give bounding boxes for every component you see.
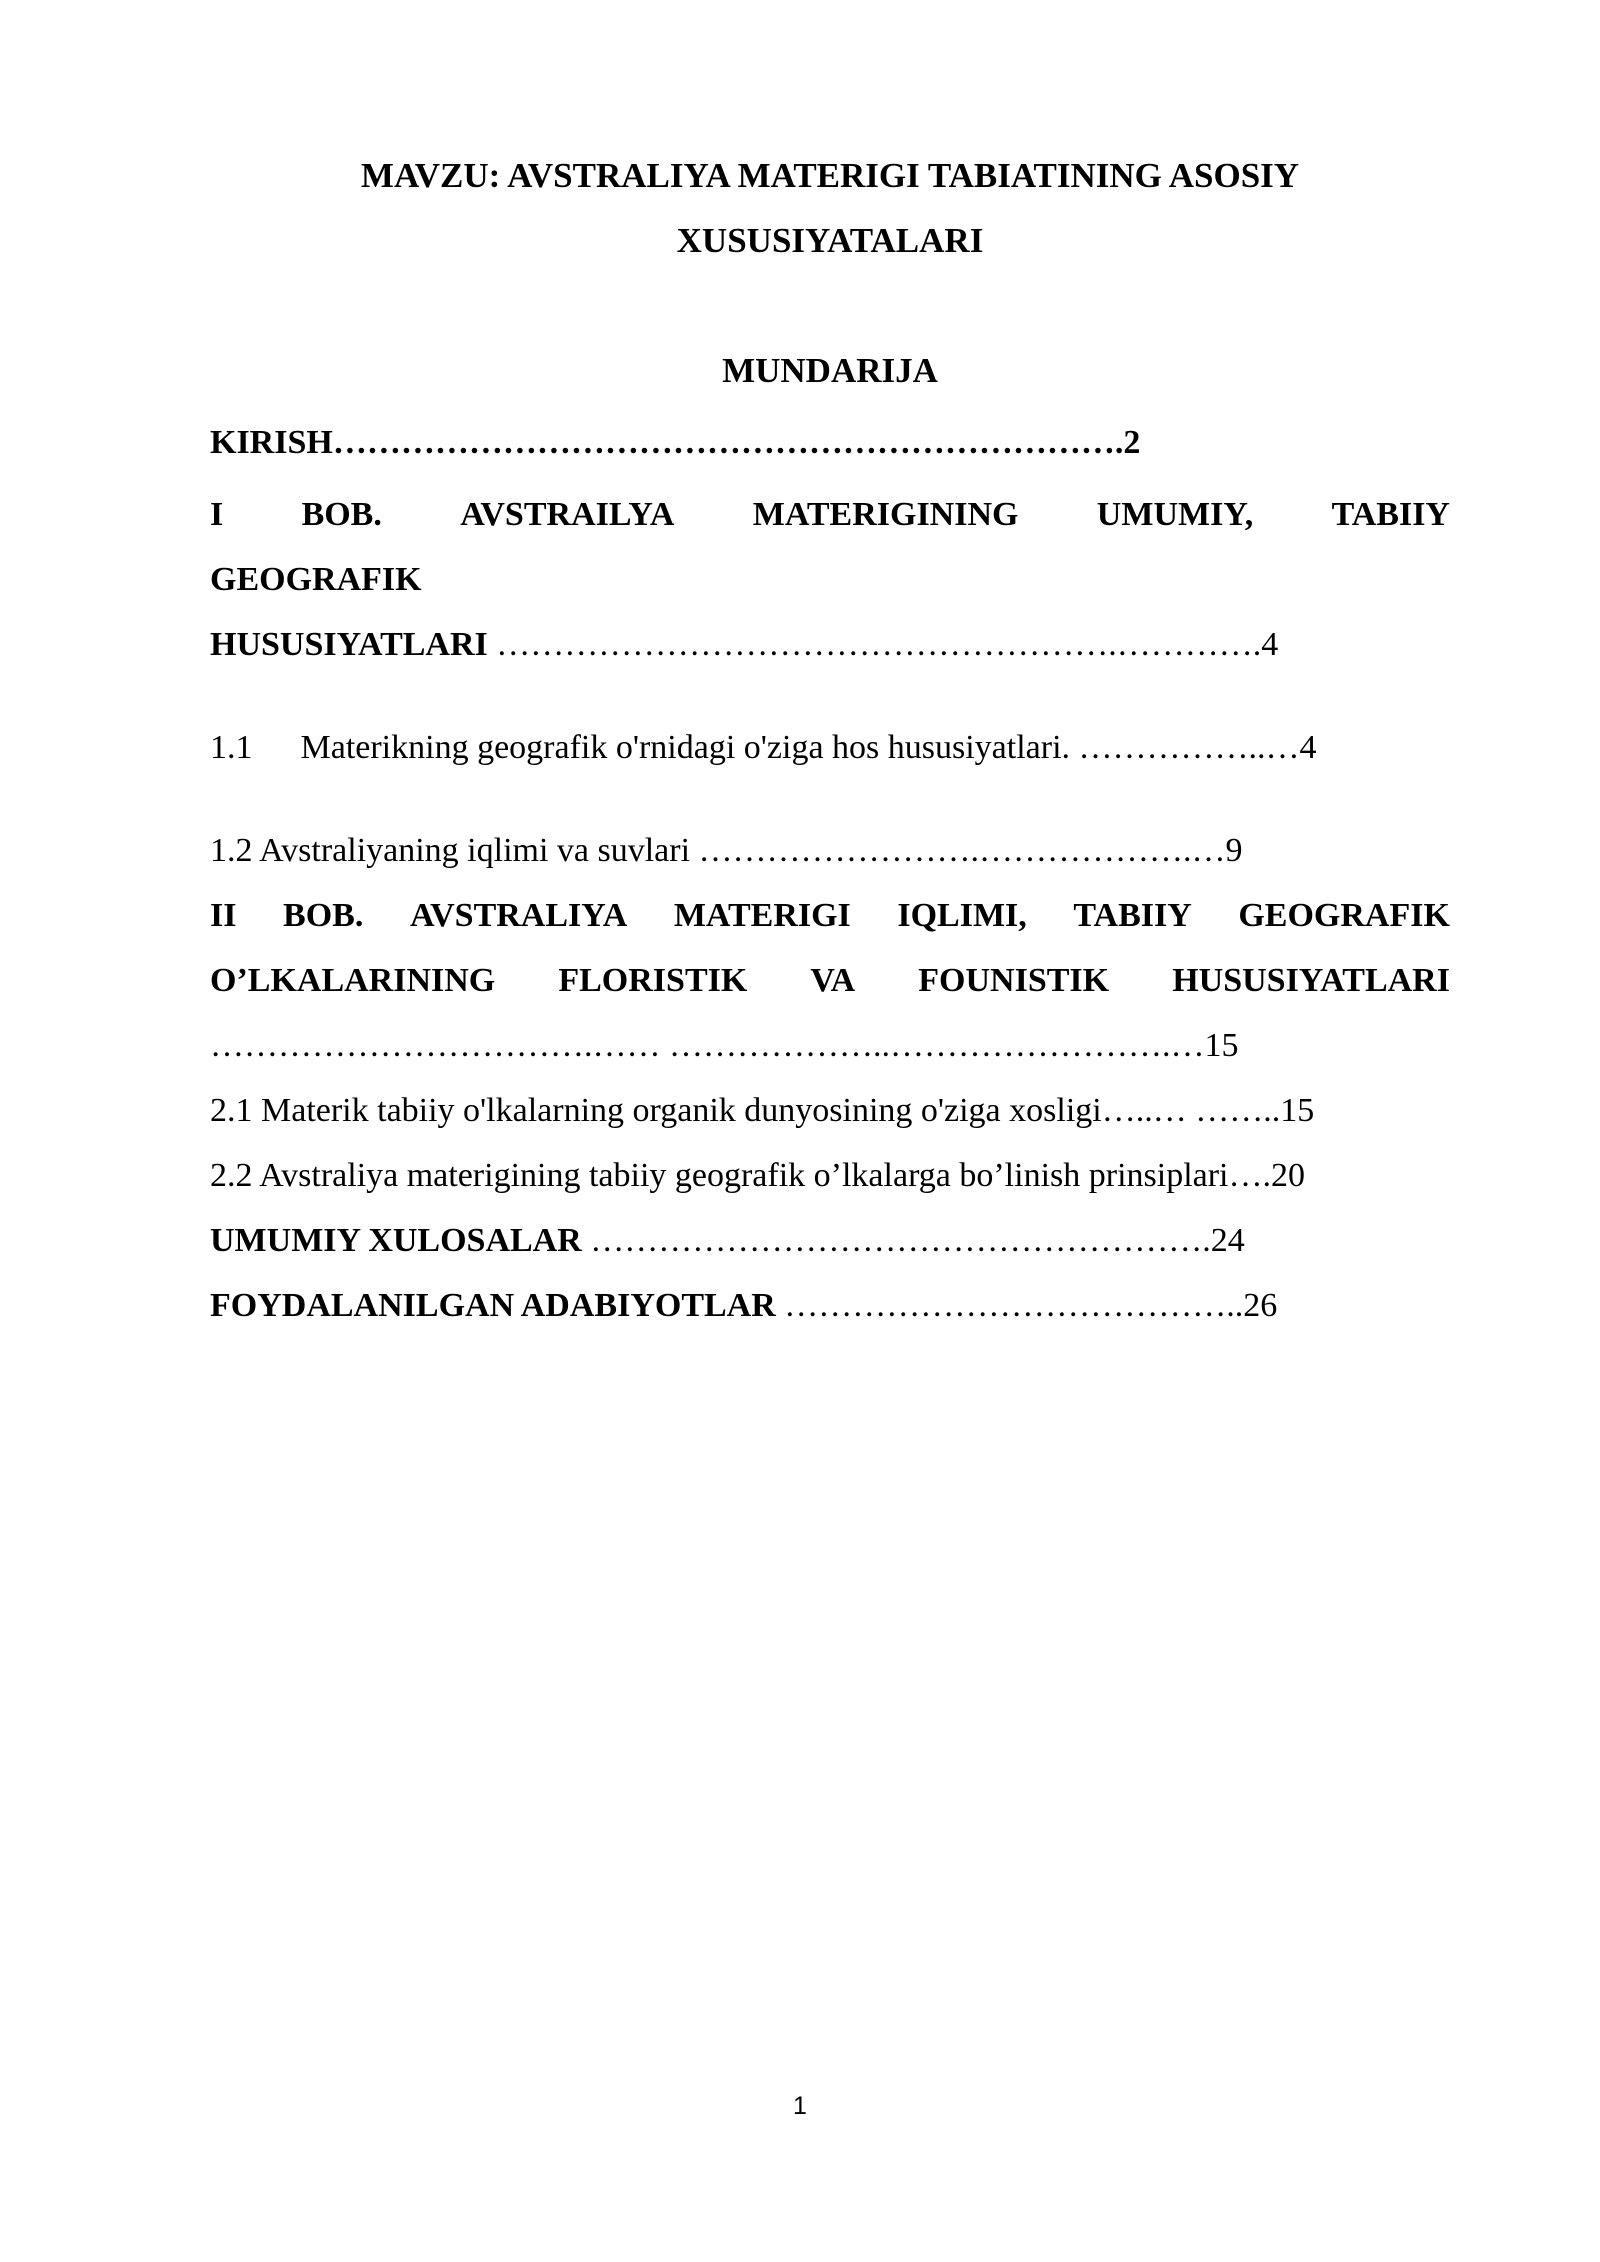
toc-word: AVSTRAILYA xyxy=(460,496,675,533)
toc-entry-label: FOYDALANILGAN ADABIYOTLAR xyxy=(210,1287,776,1324)
toc-word: TABIIY xyxy=(1073,897,1192,934)
toc-word: I xyxy=(210,496,224,533)
document-title xyxy=(210,143,1450,273)
title-line-1: MAVZU: AVSTRALIYA MATERIGI TABIATINING ASOSIY xyxy=(360,156,1300,195)
toc-entry-conclusions xyxy=(210,1208,1450,1273)
toc-entry-1-1 xyxy=(210,715,1450,780)
toc-entry-label: HUSUSIYATLARI xyxy=(210,626,488,663)
contents-heading: MUNDARIJA xyxy=(722,351,938,390)
toc-word: TABIIY xyxy=(1331,496,1450,533)
toc-leader: …………………………………..26 xyxy=(775,1287,1278,1324)
toc-word: O’LKALARINING xyxy=(210,962,496,999)
toc-word: VA xyxy=(810,962,856,999)
toc-word: MATERIGI xyxy=(673,897,851,934)
toc-word: II xyxy=(210,897,237,934)
toc-word: IQLIMI, xyxy=(897,897,1027,934)
toc-word: BOB. xyxy=(301,496,382,533)
toc-word: AVSTRALIYA xyxy=(409,897,628,934)
toc-word: HUSUSIYATLARI xyxy=(1172,962,1450,999)
toc-entry-bob2-line2 xyxy=(210,948,1450,1013)
toc-word: UMUMIY, xyxy=(1096,496,1254,533)
toc-word: FOUNISTIK xyxy=(918,962,1110,999)
toc-entry-number: 1.1 xyxy=(210,729,253,766)
toc-entry-bob1-line3 xyxy=(210,612,1450,677)
toc-entry-1-2: 1.2 Avstraliyaning iqlimi va suvlari …………………….……………….…9 xyxy=(210,832,1243,869)
title-line-2: XUSUSIYATALARI xyxy=(676,221,984,260)
toc-entry-text: Materikning geografik o'rnidagi o'ziga hos hususiyatlari. ……………..…4 xyxy=(300,729,1317,766)
toc-entry-kirish: KIRISH…………………………………………………………….2 xyxy=(210,424,1141,461)
toc-leader: ……………………………………………….24 xyxy=(581,1222,1245,1259)
toc-word: MATERIGINING xyxy=(752,496,1019,533)
toc-entry-2-2: 2.2 Avstraliya materigining tabiiy geografik o’lkalarga bo’linish prinsiplari….20 xyxy=(210,1157,1306,1194)
page-number: 1 xyxy=(793,2092,807,2120)
toc-entry-bob1-line2: GEOGRAFIK xyxy=(210,561,422,598)
toc-leader: ……………………………………………….………….4 xyxy=(487,626,1279,663)
toc-word: BOB. xyxy=(283,897,364,934)
toc-word: GEOGRAFIK xyxy=(1238,897,1450,934)
toc-entry-bob1-line1 xyxy=(210,482,1450,547)
toc-entry-bob2-line3: …………………………….…… ………………..…………………….…15 xyxy=(210,1027,1239,1064)
toc-entry-label: UMUMIY XULOSALAR xyxy=(210,1222,582,1259)
toc-entry-references xyxy=(210,1273,1450,1338)
toc-word: FLORISTIK xyxy=(558,962,748,999)
toc-entry-2-1: 2.1 Materik tabiiy o'lkalarning organik dunyosining o'ziga xosligi…..… ……..15 xyxy=(210,1092,1315,1129)
toc-entry-bob2-line1 xyxy=(210,883,1450,948)
